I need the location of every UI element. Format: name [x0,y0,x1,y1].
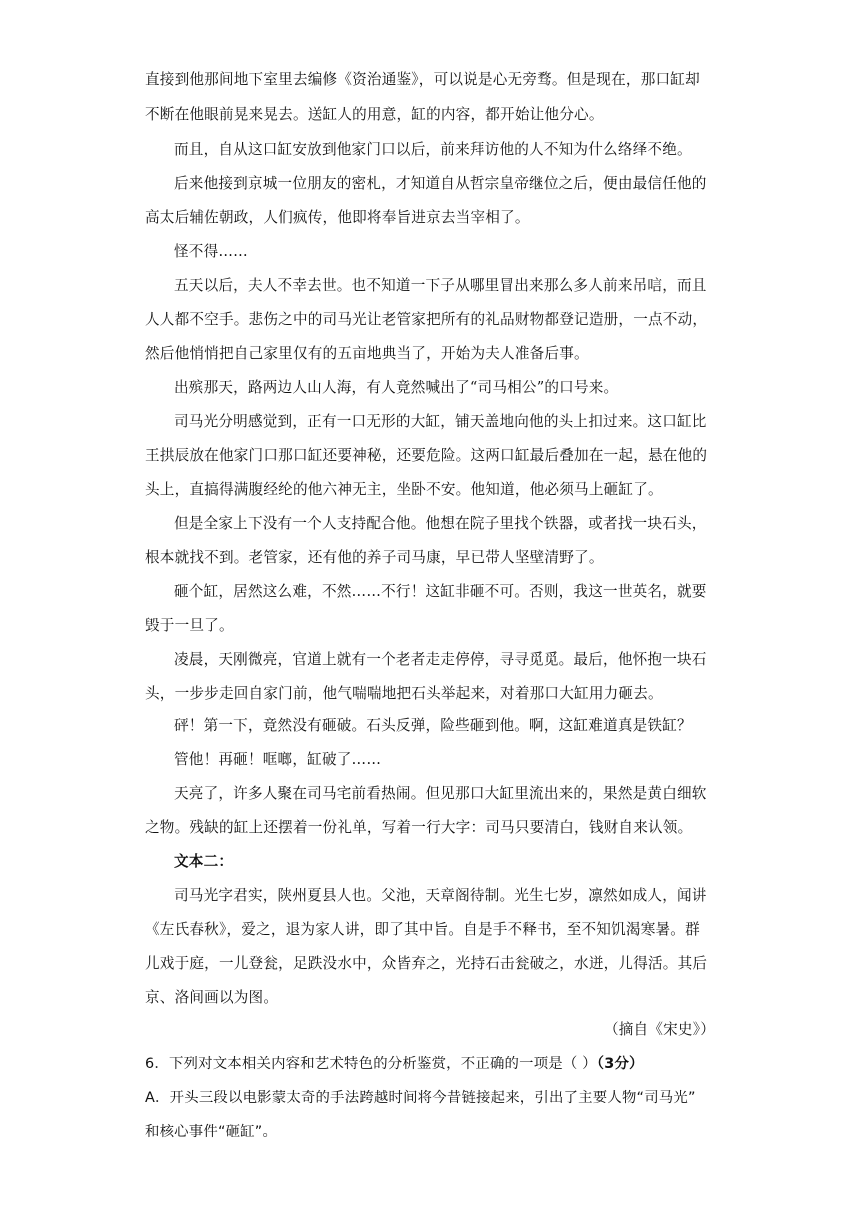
question-stem [145,1054,644,1074]
question-text: 6．下列对文本相关内容和艺术特色的分析鉴赏，不正确的一项是（ ） [145,1056,597,1072]
option-a-line: A．开头三段以电影蒙太奇的手法跨越时间将今昔链接起来，引出了主要人物“司马光” [145,1090,696,1106]
paragraph-line: 天亮了，许多人聚在司马宅前看热闹。但见那口大缸里流出来的，果然是黄白细软 [174,785,707,802]
option-a-line: 和核心事件“砸缸”。 [145,1124,278,1140]
paragraph-line: 不断在他眼前晃来晃去。送缸人的用意，缸的内容，都开始让他分心。 [145,106,604,123]
paragraph-line: 管他！再砸！哐啷，缸破了…… [174,751,382,768]
paragraph-line: 头上，直搞得满腹经纶的他六神无主，坐卧不安。他知道，他必须马上砸缸了。 [145,481,663,498]
source-citation: （摘自《宋史》） [603,1021,715,1038]
paragraph-line: 之物。残缺的缸上还摆着一份礼单，写着一行大字：司马只要清白，钱财自来认领。 [145,819,693,836]
paragraph-line: 直接到他那间地下室里去编修《资治通鉴》，可以说是心无旁骛。但是现在，那口缸却 [145,71,700,88]
paragraph-line: 而且，自从这口缸安放到他家门口以后，前来拜访他的人不知为什么络绎不绝。 [174,141,692,158]
paragraph-line: 王拱辰放在他家门口那口缸还要神秘，还要危险。这两口缸最后叠加在一起，悬在他的 [145,447,708,464]
section-heading: 文本二： [174,853,234,870]
paragraph-line: 毁于一旦了。 [145,617,234,634]
paragraph-line: 司马光分明感觉到，正有一口无形的大缸，铺天盖地向他的头上扣过来。这口缸比 [174,413,707,430]
paragraph-line: 京、洛间画以为图。 [145,989,279,1006]
paragraph-line: 砸个缸，居然这么难，不然……不行！这缸非砸不可。否则，我这一世英名，就要 [174,583,707,600]
paragraph-line: 凌晨，天刚微亮，官道上就有一个老者走走停停，寻寻觅觅。最后，他怀抱一块石 [174,651,707,668]
paragraph-line: 五天以后，夫人不幸去世。也不知道一下子从哪里冒出来那么多人前来吊唁，而且 [174,277,707,294]
paragraph-line: 怪不得…… [174,243,248,260]
paragraph-line: 头，一步步走回自家门前，他气喘喘地把石头举起来，对着那口大缸用力砸去。 [145,685,663,702]
paragraph-line: 根本就找不到。老管家，还有他的养子司马康，早已带人坚壁清野了。 [145,549,604,566]
paragraph-line: 出殡那天，路两边人山人海，有人竟然喊出了“司马相公”的口号来。 [174,379,619,396]
paragraph-line: 但是全家上下没有一个人支持配合他。他想在院子里找个铁器，或者找一块石头， [174,515,707,532]
paragraph-line: 高太后辅佐朝政，人们疯传，他即将奉旨进京去当宰相了。 [145,209,530,226]
paragraph-line: 然后他悄悄把自己家里仅有的五亩地典当了，开始为夫人准备后事。 [145,345,589,362]
paragraph-line: 砰！第一下，竟然没有砸破。石头反弹，险些砸到他。啊，这缸难道真是铁缸？ [174,717,692,734]
paragraph-line: 后来他接到京城一位朋友的密札，才知道自从哲宗皇帝继位之后，便由最信任他的 [174,175,707,192]
paragraph-line: 人人都不空手。悲伤之中的司马光让老管家把所有的礼品财物都登记造册，一点不动， [145,311,708,328]
paragraph-line: 《左氏春秋》，爱之，退为家人讲，即了其中旨。自是手不释书，至不知饥渴寒暑。群 [145,921,700,938]
paragraph-line: 司马光字君实，陕州夏县人也。父池，天章阁待制。光生七岁，凛然如成人，闻讲 [174,887,707,904]
question-score: （3分） [596,1056,644,1072]
paragraph-line: 儿戏于庭，一儿登瓮，足跌没水中，众皆弃之，光持石击瓮破之，水迸，儿得活。其后 [145,955,708,972]
